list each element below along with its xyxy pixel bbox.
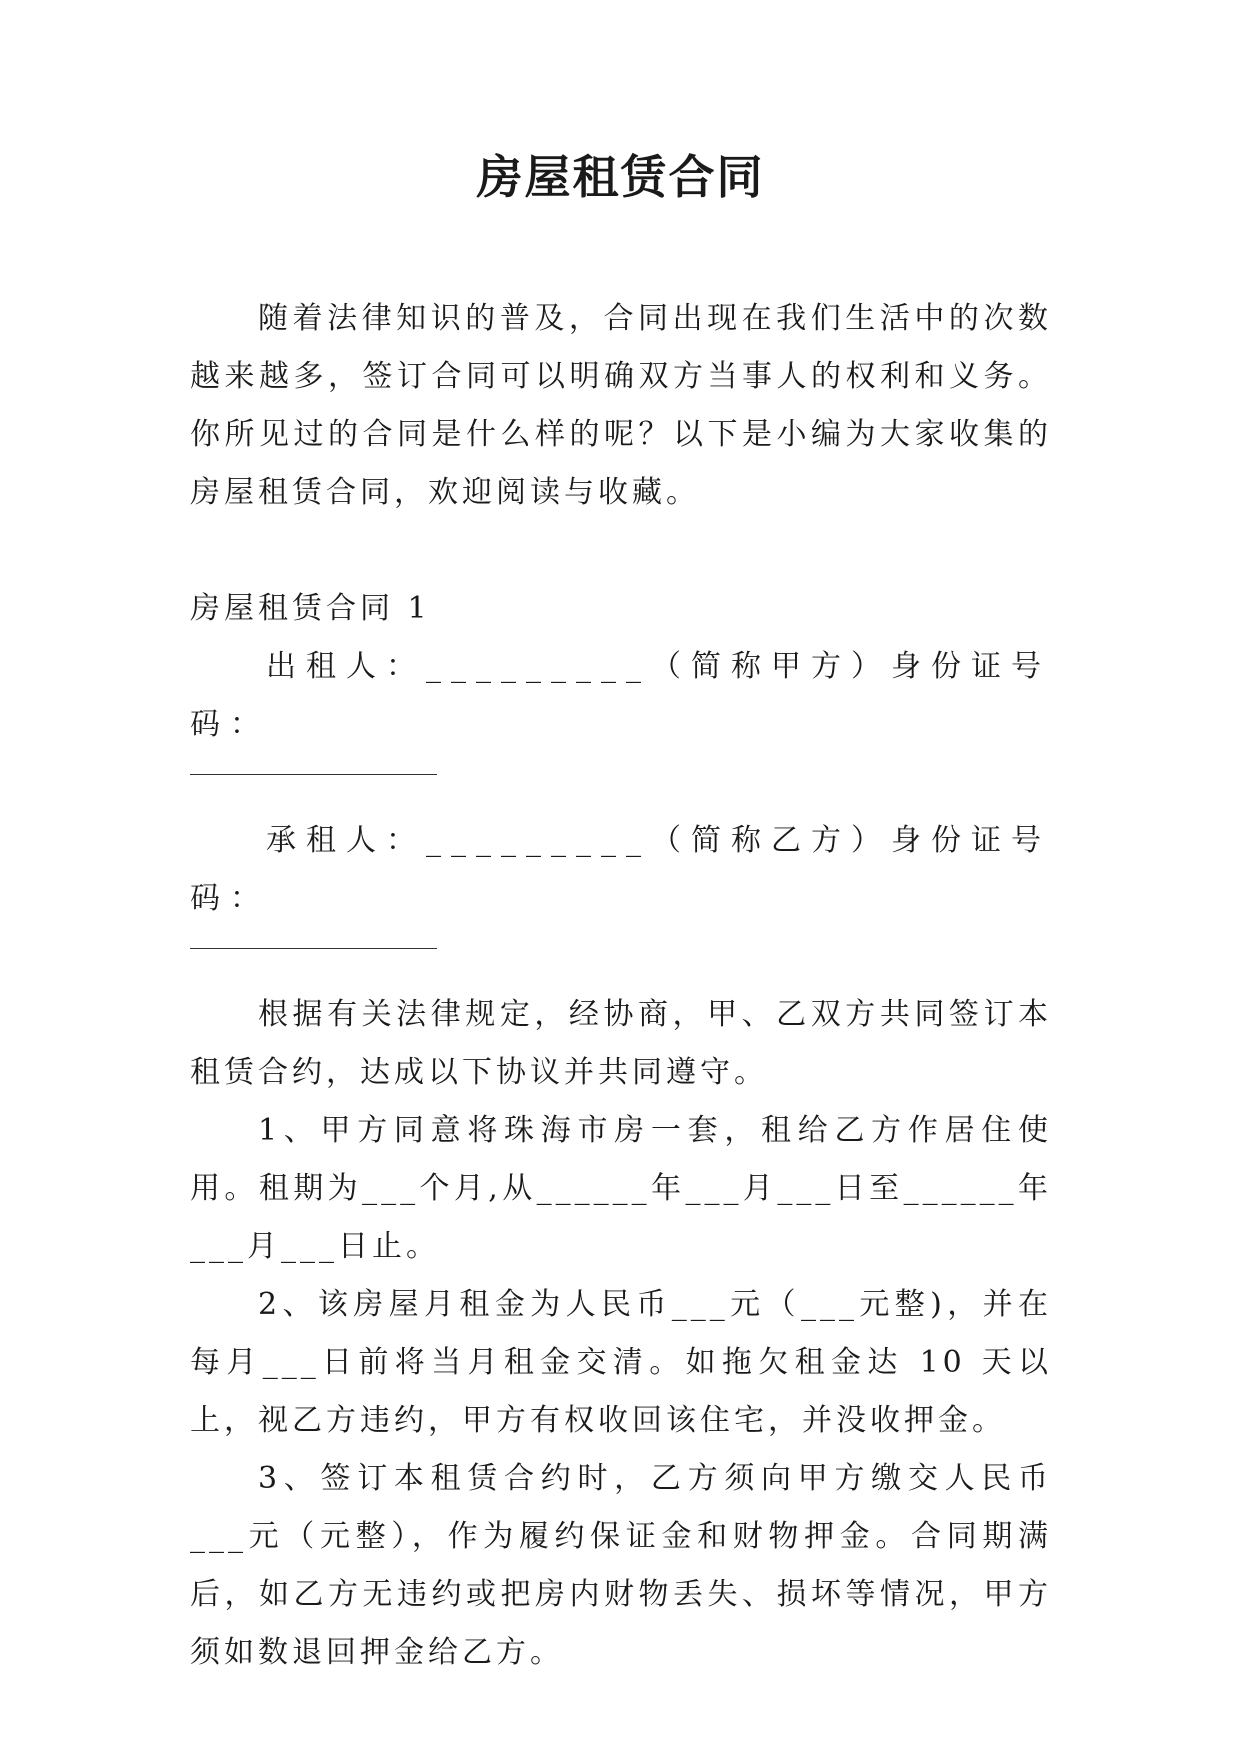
document-body	[190, 290, 1052, 1682]
clause-1-paragraph: 1、甲方同意将珠海市房一套，租给乙方作居住使用。租期为___个月,从______年___月___日至______年___月___日止。	[190, 1113, 1052, 1264]
intro-paragraph: 随着法律知识的普及，合同出现在我们生活中的次数越来越多，签订合同可以明确双方当事人的权利和义务。你所见过的合同是什么样的呢？以下是小编为大家收集的房屋租赁合同，欢迎阅读与收藏。	[190, 301, 1052, 510]
lessor-line: 出租人：_________（简称甲方）身份证号码：	[190, 649, 1051, 742]
agreement-intro-paragraph: 根据有关法律规定，经协商，甲、乙双方共同签订本租赁合约，达成以下协议并共同遵守。	[190, 997, 1052, 1090]
lessee-id-blank	[190, 928, 1052, 986]
lessor-id-blank	[190, 754, 1052, 812]
clause-3-paragraph: 3、签订本租赁合约时，乙方须向甲方缴交人民币___元（元整），作为履约保证金和财物押金。合同期满后，如乙方无违约或把房内财物丢失、损坏等情况，甲方须如数退回押金给乙方。	[190, 1461, 1052, 1670]
section-heading: 房屋租赁合同 1	[190, 591, 431, 626]
document-title: 房屋租赁合同	[476, 150, 765, 204]
lessee-line: 承租人：_________（简称乙方）身份证号码：	[190, 823, 1051, 916]
clause-2-paragraph: 2、该房屋月租金为人民币___元（___元整)，并在每月___日前将当月租金交清。如拖欠租金达 10 天以上，视乙方违约，甲方有权收回该住宅，并没收押金。	[190, 1287, 1052, 1438]
